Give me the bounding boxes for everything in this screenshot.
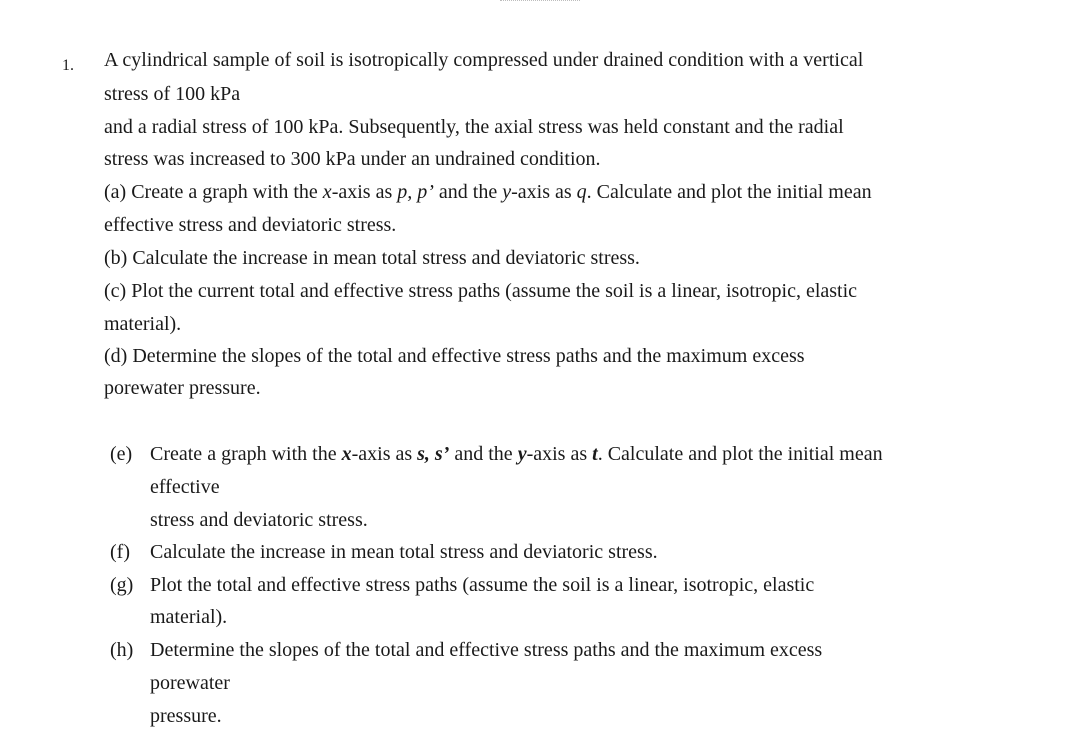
- intro-line-1: A cylindrical sample of soil is isotropically compressed under drained condition with a vertical: [104, 49, 864, 71]
- problem-number: 1.: [62, 57, 74, 74]
- part-g-label: (g): [110, 574, 134, 596]
- part-h-line-2: porewater: [150, 672, 230, 694]
- part-e-line-2: effective: [150, 476, 220, 498]
- part-e-line-1: (e) Create a graph with the x-axis as s, s’ and the y-axis as t. Calculate and plot the initial mean: [110, 443, 883, 465]
- intro-line-4: stress was increased to 300 kPa under an undrained condition.: [104, 148, 601, 170]
- part-e-line-3: stress and deviatoric stress.: [150, 509, 368, 531]
- part-a-line-1: (a) Create a graph with the x-axis as p, p’ and the y-axis as q. Calculate and plot the initial mean: [104, 181, 872, 203]
- part-e-label: (e): [110, 443, 133, 465]
- part-c-line-2: material).: [104, 313, 182, 335]
- intro-line-2: stress of 100 kPa: [104, 83, 241, 105]
- part-c-line-1: (c) Plot the current total and effective stress paths (assume the soil is a linear, isotropic, elastic: [104, 280, 858, 302]
- part-g-line-2: material).: [150, 606, 228, 628]
- part-h-label: (h): [110, 639, 134, 661]
- part-a-line-2: effective stress and deviatoric stress.: [104, 214, 397, 236]
- part-g-line-1: (g) Plot the total and effective stress paths (assume the soil is a linear, isotropic, elastic: [110, 574, 815, 596]
- page-top-artifact: [500, 0, 580, 1]
- part-f-line: (f) Calculate the increase in mean total stress and deviatoric stress.: [110, 541, 658, 563]
- part-b-line: (b) Calculate the increase in mean total stress and deviatoric stress.: [104, 247, 640, 269]
- intro-line-3: and a radial stress of 100 kPa. Subsequently, the axial stress was held constant and the radial: [104, 116, 844, 138]
- part-d-line-2: porewater pressure.: [104, 377, 261, 399]
- part-f-label: (f): [110, 541, 130, 563]
- part-h-line-1: (h) Determine the slopes of the total and effective stress paths and the maximum excess: [110, 639, 823, 661]
- part-d-line-1: (d) Determine the slopes of the total and effective stress paths and the maximum excess: [104, 345, 805, 367]
- part-h-line-3: pressure.: [150, 705, 222, 727]
